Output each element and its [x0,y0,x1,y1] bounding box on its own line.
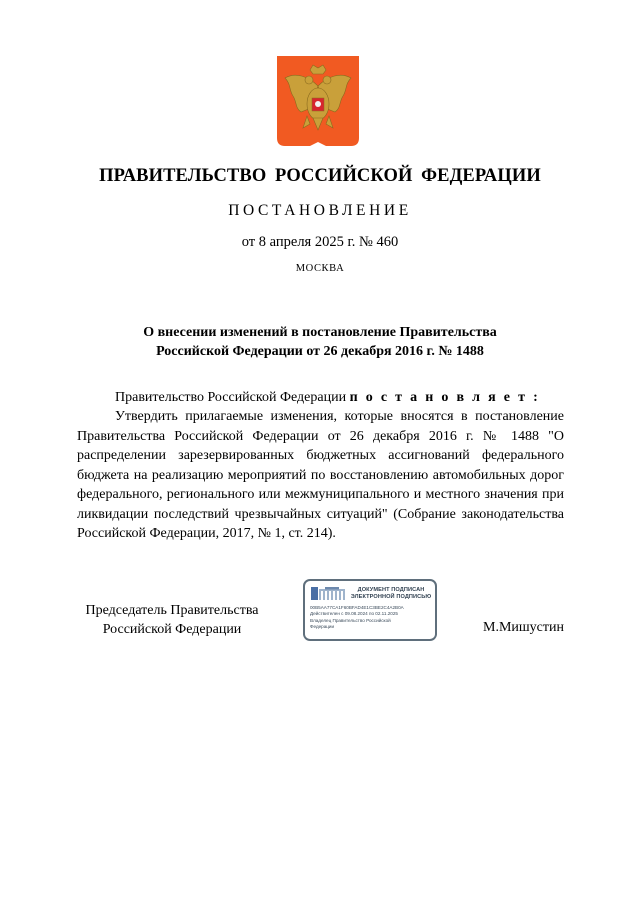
stamp-owner-line2: Федерации [310,623,335,629]
preamble [77,388,564,407]
document-date-number: от 8 апреля 2025 г. № 460 [241,234,399,250]
signatory-position-line2: Российской Федерации [102,622,242,637]
document-heading-line2: Российской Федерации от 26 декабря 2016 г. № 1488 [156,344,484,359]
stamp-details [310,605,435,630]
stamp-owner-line1: Владелец Правительство Российской [310,617,391,623]
document-type: ПОСТАНОВЛЕНИЕ [228,202,412,219]
signatory-name: М.Мишустин [483,620,564,635]
government-building-icon [311,586,347,601]
stamp-title-line1: ДОКУМЕНТ ПОДПИСАН [357,587,425,593]
government-title: ПРАВИТЕЛЬСТВО РОССИЙСКОЙ ФЕДЕРАЦИИ [99,166,541,186]
preamble-text: Правительство Российской Федерации [115,390,350,405]
electronic-signature-stamp [303,579,437,641]
stamp-title-line2: ЭЛЕКТРОННОЙ ПОДПИСЬЮ [350,594,432,600]
stamp-title [347,587,435,601]
signatory-position-line1: Председатель Правительства [85,603,259,618]
preamble-decree-word: п о с т а н о в л я е т : [349,390,541,405]
stamp-serial: 00B5AA77CA1F60BFAD4E1C3BE2C4A2B0A [310,605,404,610]
signatory-position [77,601,267,639]
decree-body: Утвердить прилагаемые изменения, которые вносятся в постановление Правительства Российской Федерации от 26 декабря 2016 г. № 1488 "О распределении зарезервированных бюджетных ассигнований федерального бюджета на реализацию мероприятий по восстановлению автомобильных дорог федерального, регионального или межмуниципального и местного значения при ликвидации последствий чрезвычайных ситуаций" (Собрание законодательства Российской Федерации, 2017, № 1, ст. 214). [77,409,564,541]
document-city: МОСКВА [295,263,345,274]
document-heading [0,323,640,361]
document-heading-line1: О внесении изменений в постановление Правительства [143,325,497,340]
stamp-validity: Действителен с 09.08.2024 по 02.11.2025 [310,611,398,617]
russian-coat-of-arms-icon [277,56,359,146]
